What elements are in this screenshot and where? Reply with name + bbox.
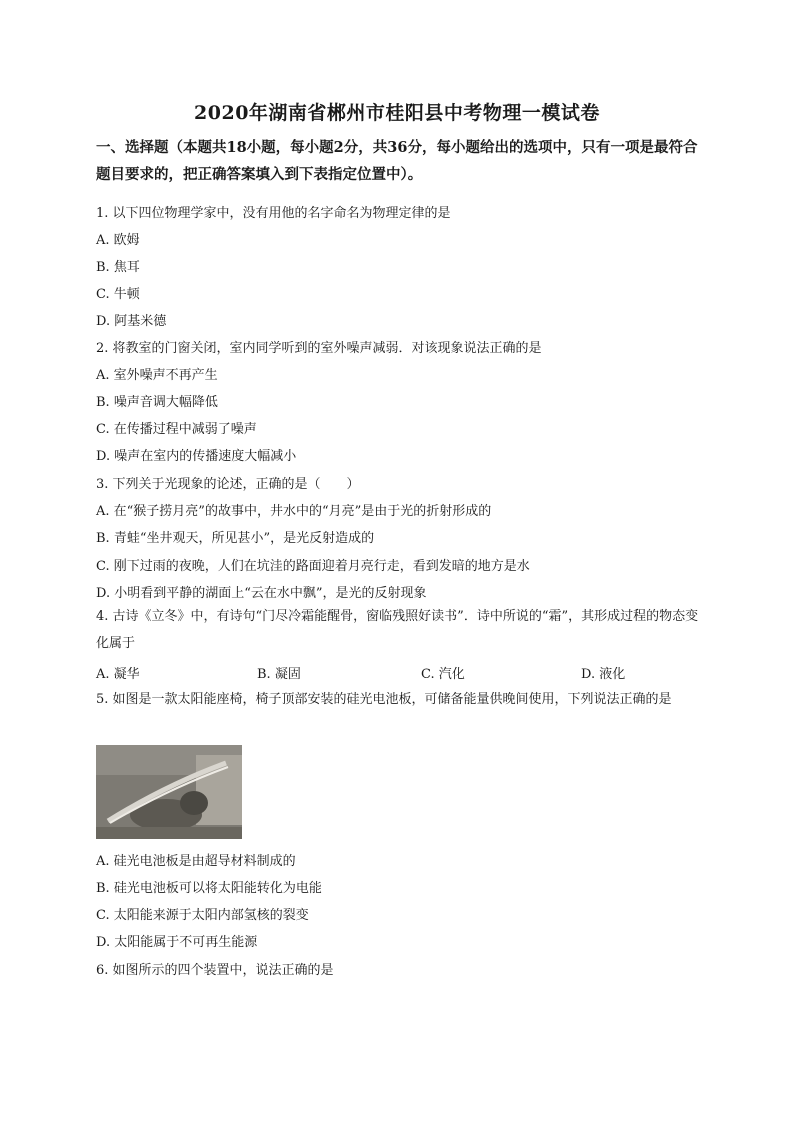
solar-chair-illustration (96, 745, 242, 839)
question-3-option-a: A. 在“猴子捞月亮”的故事中，井水中的“月亮”是由于光的折射形成的 (96, 504, 492, 519)
question-4-option-d: D. 液化 (581, 667, 626, 682)
question-2-option-b: B. 噪声音调大幅降低 (96, 395, 218, 410)
question-3-option-c: C. 刚下过雨的夜晚，人们在坑洼的路面迎着月亮行走，看到发暗的地方是水 (96, 559, 530, 574)
section-heading: 一、选择题（本题共18小题，每小题2分，共36分，每小题给出的选项中，只有一项是最符合题目要求的，把正确答案填入到下表指定位置中）。 (96, 139, 698, 183)
question-4-options (96, 663, 706, 681)
question-5-option-b: B. 硅光电池板可以将太阳能转化为电能 (96, 881, 322, 896)
question-5-option-a: A. 硅光电池板是由超导材料制成的 (96, 854, 296, 869)
question-2-option-d: D. 噪声在室内的传播速度大幅减小 (96, 449, 297, 464)
question-1-option-a: A. 欧姆 (96, 233, 140, 248)
question-1-option-c: C. 牛顿 (96, 287, 140, 302)
question-6-stem: 6. 如图所示的四个装置中，说法正确的是 (96, 963, 334, 978)
question-3-option-d: D. 小明看到平静的湖面上“云在水中飘”，是光的反射现象 (96, 586, 427, 601)
question-4-option-c: C. 汽化 (421, 667, 465, 682)
question-2-option-c: C. 在传播过程中减弱了噪声 (96, 422, 257, 437)
question-1-stem: 1. 以下四位物理学家中，没有用他的名字命名为物理定律的是 (96, 206, 451, 221)
question-5-option-c: C. 太阳能来源于太阳内部氢核的裂变 (96, 908, 309, 923)
question-1-option-d: D. 阿基米德 (96, 314, 167, 329)
question-2-option-a: A. 室外噪声不再产生 (96, 368, 218, 383)
question-2-stem: 2. 将教室的门窗关闭，室内同学听到的室外噪声减弱．对该现象说法正确的是 (96, 341, 542, 356)
question-3-option-b: B. 青蛙“坐井观天，所见甚小”，是光反射造成的 (96, 531, 375, 546)
question-4-option-b: B. 凝固 (257, 667, 301, 682)
question-5-option-d: D. 太阳能属于不可再生能源 (96, 935, 258, 950)
solar-chair-photo (96, 745, 242, 839)
exam-title: 2020年湖南省郴州市桂阳县中考物理一模试卷 (194, 102, 600, 124)
question-3-stem: 3. 下列关于光现象的论述，正确的是（ ） (96, 477, 360, 492)
question-1-option-b: B. 焦耳 (96, 260, 140, 275)
question-4-option-a: A. 凝华 (96, 667, 140, 682)
question-4-stem: 4. 古诗《立冬》中，有诗句“门尽冷霜能醒骨，窗临残照好读书”．诗中所说的“霜”，其形成过程的物态变化属于 (96, 609, 699, 651)
question-5-stem: 5. 如图是一款太阳能座椅，椅子顶部安装的硅光电池板，可储备能量供晚间使用，下列说法正确的是 (96, 692, 672, 707)
